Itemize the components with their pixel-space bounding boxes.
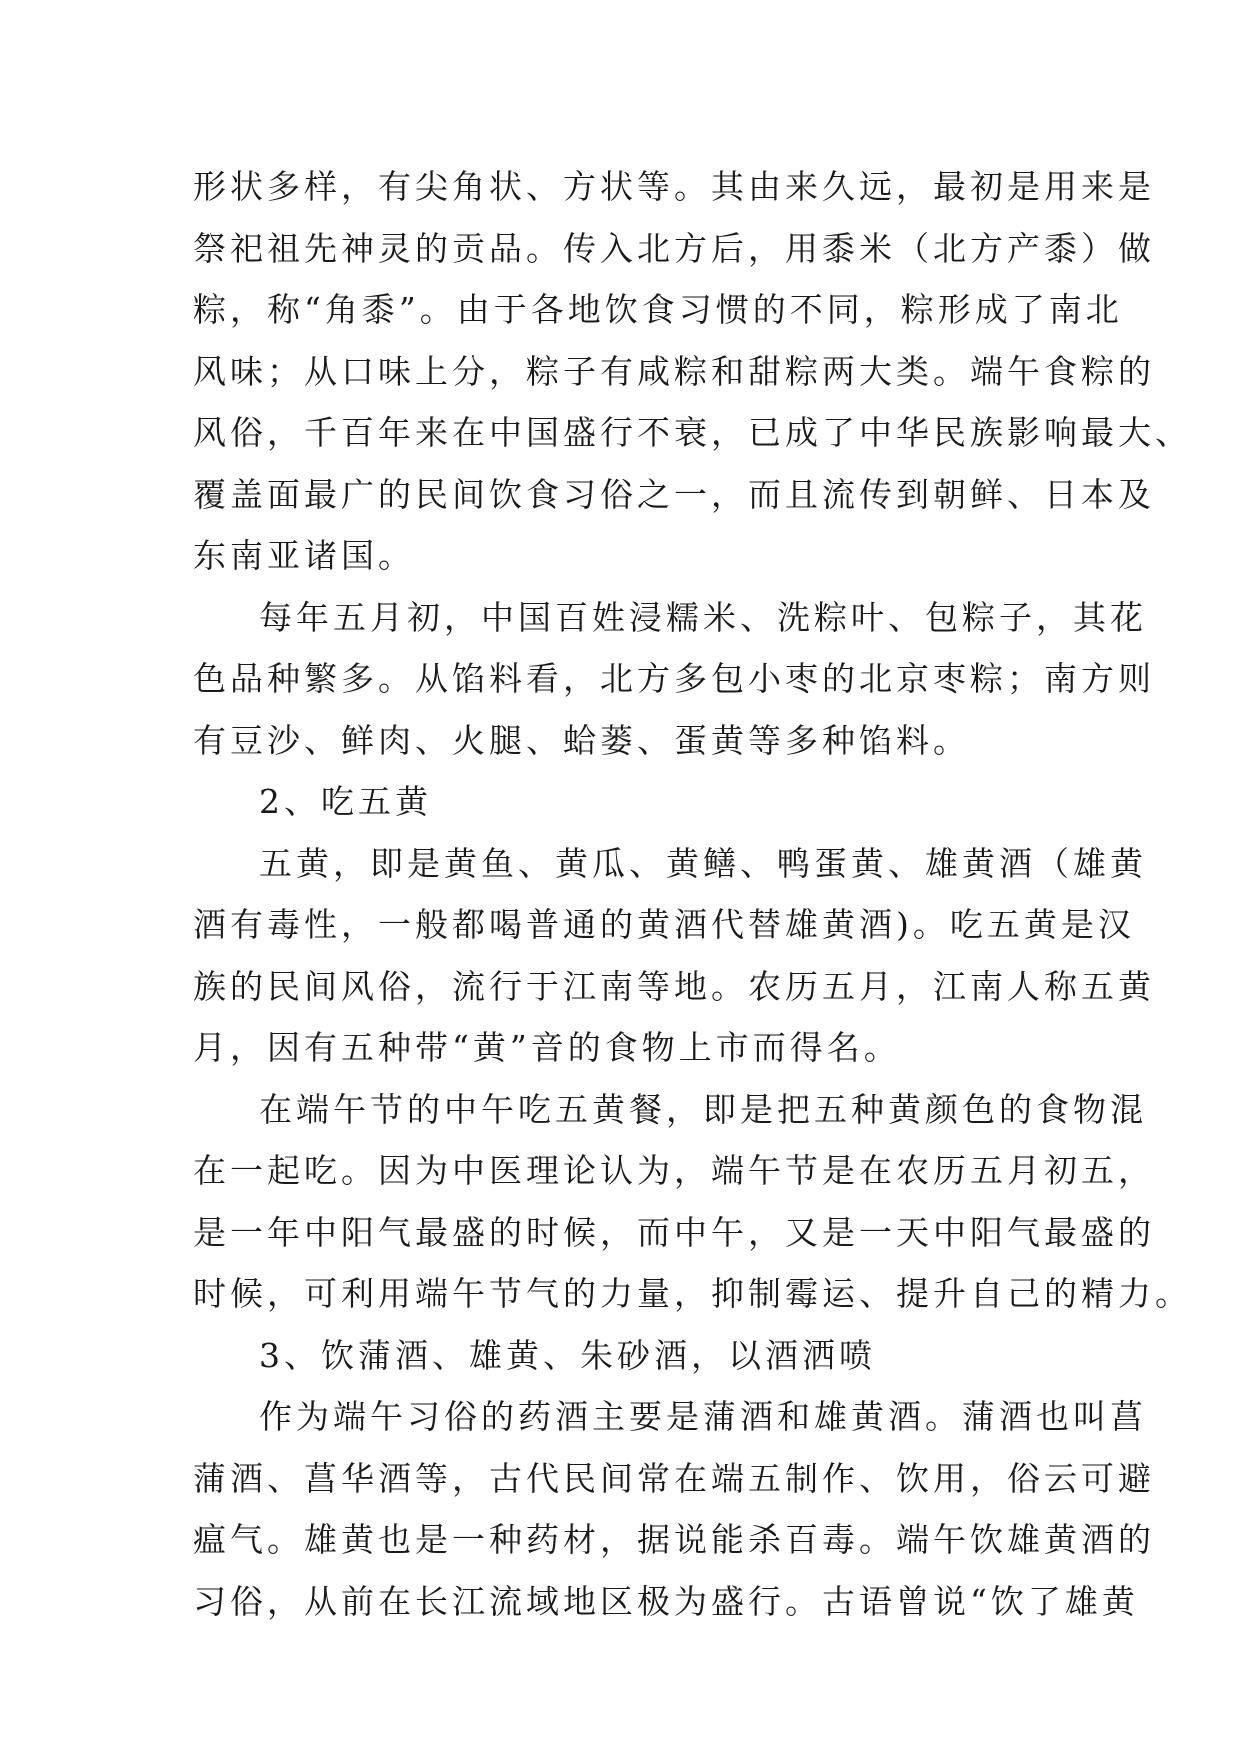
- text-line: 色品种繁多。从馅料看，北方多包小枣的北京枣粽；南方则: [193, 659, 1155, 698]
- text-line: 在一起吃。因为中医理论认为，端午节是在农历五月初五，: [193, 1151, 1155, 1190]
- text-line: 风味；从口味上分，粽子有咸粽和甜粽两大类。端午食粽的: [193, 351, 1155, 391]
- text-line: 时候，可利用端午节气的力量，抑制霉运、提升自己的精力。: [193, 1274, 1192, 1313]
- text-line: 覆盖面最广的民间饮食习俗之一，而且流传到朝鲜、日本及: [193, 474, 1155, 514]
- text-line: 粽，称“角黍”。由于各地饮食习惯的不同，粽形成了南北: [193, 290, 1123, 329]
- text-line: 是一年中阳气最盛的时候，而中午，又是一天中阳气最盛的: [193, 1212, 1155, 1252]
- text-line: 蒲酒、菖华酒等，古代民间常在端五制作、饮用，俗云可避: [193, 1458, 1155, 1498]
- section-heading: 2、吃五黄: [259, 782, 432, 821]
- text-line: 形状多样，有尖角状、方状等。其由来久远，最初是用来是: [193, 167, 1155, 206]
- paragraph-first-line: 五黄，即是黄鱼、黄瓜、黄鳝、鸭蛋黄、雄黄酒（雄黄: [259, 843, 1147, 883]
- text-line: 东南亚诸国。: [193, 536, 415, 575]
- text-line: 祭祀祖先神灵的贡品。传入北方后，用黍米（北方产黍）做: [193, 228, 1155, 268]
- text-line: 风俗，千百年来在中国盛行不衰，已成了中华民族影响最大、: [193, 413, 1192, 452]
- text-line: 有豆沙、鲜肉、火腿、蛤蒌、蛋黄等多种馅料。: [193, 720, 970, 760]
- text-line: 月，因有五种带“黄”音的食物上市而得名。: [193, 1028, 901, 1067]
- document-body: [193, 156, 1192, 1632]
- text-line: 族的民间风俗，流行于江南等地。农历五月，江南人称五黄: [193, 966, 1155, 1006]
- paragraph-first-line: 作为端午习俗的药酒主要是蒲酒和雄黄酒。蒲酒也叫菖: [259, 1397, 1147, 1436]
- text-line: 习俗，从前在长江流域地区极为盛行。古语曾说“饮了雄黄: [193, 1581, 1139, 1621]
- paragraph-first-line: 在端午节的中午吃五黄餐，即是把五种黄颜色的食物混: [259, 1089, 1147, 1129]
- section-heading: 3、饮蒲酒、雄黄、朱砂酒，以酒洒喷: [259, 1335, 876, 1375]
- text-line: 酒有毒性，一般都喝普通的黄酒代替雄黄酒)。吃五黄是汉: [193, 905, 1135, 944]
- text-line: 瘟气。雄黄也是一种药材，据说能杀百毒。端午饮雄黄酒的: [193, 1520, 1155, 1559]
- paragraph-first-line: 每年五月初，中国百姓浸糯米、洗粽叶、包粽子，其花: [259, 597, 1147, 637]
